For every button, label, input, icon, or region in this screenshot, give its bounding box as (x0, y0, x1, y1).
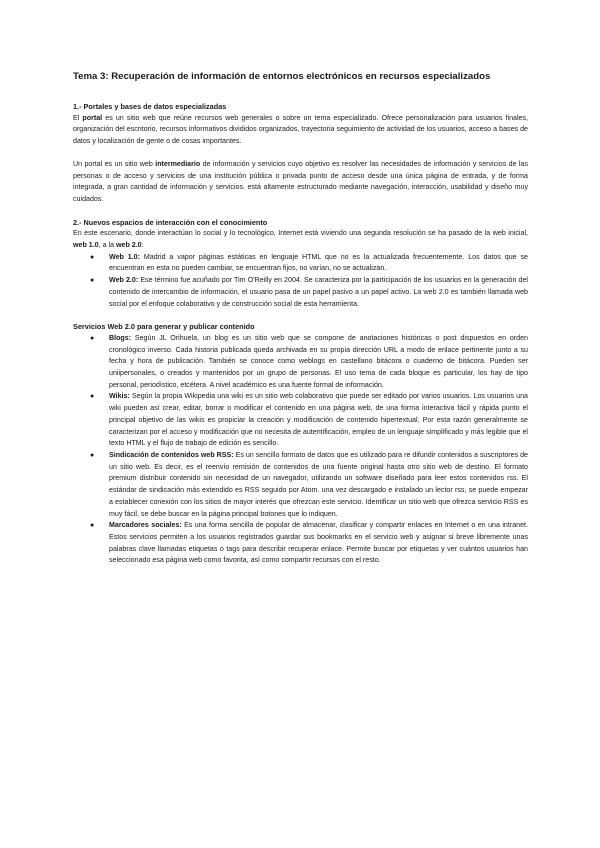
text: Según la propia Wikipedia una wiki es un sitio web colaborativo que puede ser editado por varios usuarios. Los usuarios una wiki pueden así crear, editar, borrar o modificar el contenido en una página web, de una forma interactiva fácil y rápida punto el principal objetivo de las wikis es propiciar la creación y modificación de contenido hipertextual. Por esta razón generalmente se caracterizan por el acceso y modificación que no necesita de autentificación, empleo de un lenguaje simplificado y más legible que el texto HTML y el flujo de trabajo de edición es sencillo. (109, 392, 528, 448)
bullet-icon: ● (90, 522, 95, 530)
text: Un portal es un sitio web (73, 159, 156, 168)
text: Madrid a vapor páginas estáticas en lenguaje HTML que no es la actualizada frecuentemente. Los datos que se encuentran en esta no pueden cambiar, se encuentran fijos, no varían, no se actualizan. (109, 252, 528, 273)
bold-term: Web 1.0: (109, 252, 140, 261)
section-2-heading: 2.- Nuevos espacios de interacción con el conocimiento (73, 217, 268, 227)
bold-term: web 1.0 (73, 241, 99, 250)
bold-term: Marcadores sociales: (109, 521, 182, 530)
list-item (73, 252, 528, 275)
text: , a la (98, 241, 116, 250)
text: : (141, 241, 144, 250)
text: es un sitio web que reúne recursos web generales o sobre un tema especializado. Ofrece personalización para usuarios finales, organización del escritorio, recursos informativos divididos organizados, trayectoria seguimiento de actividad de los usuarios, acceso a bases de datos y localización de gente o de cosas importantes. (73, 113, 528, 146)
text: Es un sencillo formato de datos que es utilizado para re difundir contenidos a suscriptores de un sitio web. Es decir, es el reenvío remisión de contenidos de una fuente original hasta otro sitio web de destino. El formato premium distribuir contenido sin necesidad de un navegador, utilizando un software diseñado para leer estos contenidos rss. El estándar de sindicación más extendido es RSS seguido por Atom. una vez descargado e instalado un lector rss, se puede empezar a establecer conexión con los sitios de mayor interés que ofrezcan este servicio. Identificar un sitio web que ofrezca servicio RSS es muy fácil, se debe buscar en la página principal botones que lo indiquen. (109, 450, 528, 518)
text: Según JL Orihuela, un blog es un sitio web que se compone de anotaciones históricas o post dispuestos en orden cronológico inverso. Cada historia publicada queda archivada en su propia dirección URL a modo de enlace pertinente junto a su fecha y hora de publicación. También se conoce como weblogs en castellano bitácora o cuaderno de bitácora. Pueden ser uniipersonales, o creados y mantenidos por un grupo de personas. El uso tema de cada bloque es particular, los hay de tipo personal, periodístico, etcétera. A nivel académico es una fuente formal de información. (109, 333, 528, 389)
bold-term: intermediario (155, 159, 201, 168)
text: El (73, 113, 83, 122)
bold-term: Web 2.0: (109, 276, 139, 285)
bold-term: web 2.0 (116, 241, 142, 250)
web20-services-list (73, 333, 528, 567)
list-item (73, 275, 528, 310)
portal-definition-paragraph (73, 113, 528, 148)
web-evolution-intro (73, 228, 528, 251)
document-title: Tema 3: Recuperación de información de entornos electrónicos en recursos especializados (73, 71, 491, 82)
bold-term: Wikis: (109, 392, 130, 401)
list-item (73, 520, 528, 567)
bold-term: portal (82, 113, 103, 122)
section-1-heading: 1.- Portales y bases de datos especializadas (73, 102, 227, 111)
bullet-icon: ● (90, 451, 95, 459)
bullet-icon: ● (90, 393, 95, 401)
bullet-icon: ● (90, 334, 95, 342)
text: de información y servicios cuyo objetivo es resolver las necesidades de información y servicios de las personas o de acceso y servicios de una institución pública o privada punto de acceso desde una única página de entrada, y de forma integrada, a gran cantidad de información y servicios. está altamente estructurado mediante navegación, interacción, usabilidad y diseño muy cuidados. (73, 159, 528, 203)
list-item (73, 450, 528, 520)
bold-term: Sindicación de contenidos web RSS: (109, 450, 234, 459)
portal-intermediary-paragraph (73, 159, 528, 206)
bullet-icon: ● (90, 277, 95, 285)
text: Es una forma sencilla de popular de almacenar, clasificar y compartir enlaces en Internet o en una intranet. Estos servicios permiten a los usuarios registrados guardar sus bookmarks en el servicio web y asignar si breve libremente unas palabras clave llamadas etiquetas o tags para describir recuperar enlace. Permite buscar por etiquetas y ver cuántos usuarios han seleccionado esa página web como favorita, así como compartir recursos con el resto. (109, 521, 528, 565)
text: En este escenario, donde interactúan lo social y lo tecnológico, Internet está viviendo una segunda resolución se ha pasado de la web inicial, (73, 229, 528, 238)
text: Ese término fue acuñado por Tim O'Reilly en 2004. Se caracteriza por la participación de los usuarios en la generación del contenido de intercambio de información, el usuario pasa de un papel pasivo a un papel activo. La web 2.0 es también llamada web social por el enfoque colaborativo y de construcción social de esta herramienta. (109, 276, 528, 308)
section-3-heading: Servicios Web 2.0 para generar y publicar contenido (73, 322, 255, 332)
list-item (73, 391, 528, 450)
bold-term: Blogs: (109, 333, 132, 342)
list-item (73, 333, 528, 392)
bullet-icon: ● (90, 253, 95, 261)
web-versions-list (73, 252, 528, 311)
